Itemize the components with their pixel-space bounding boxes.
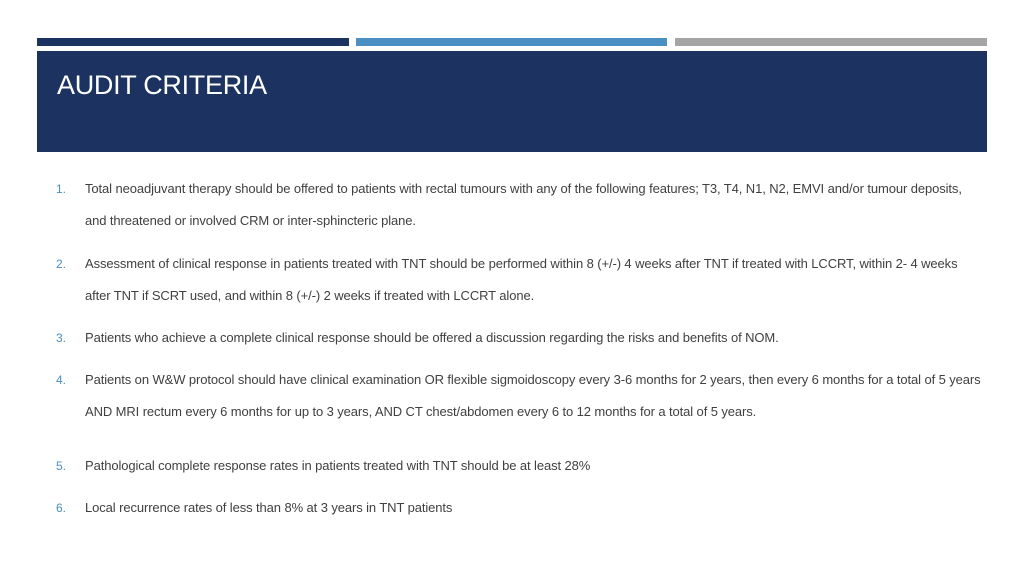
criterion-text: Pathological complete response rates in patients treated with TNT should be at least 28% (85, 458, 591, 473)
criterion-text: Patients who achieve a complete clinical response should be offered a discussion regarding the risks and benefits of NOM. (85, 330, 779, 345)
criterion-number: 4. (56, 373, 67, 387)
criterion-text: Patients on W&W protocol should have clinical examination OR flexible sigmoidoscopy every 3-6 months for 2 years, then every 6 months for a total of 5 years AND MRI rectum every 6 months for up to 3 years, AND CT chest/abdomen every 6 to 12 months for a total of 5 years. (85, 372, 981, 419)
criterion-number: 1. (56, 182, 67, 196)
criterion-number: 3. (56, 331, 67, 345)
criterion-number: 6. (56, 501, 67, 515)
criterion-number: 2. (56, 257, 67, 271)
slide-title: AUDIT CRITERIA (57, 70, 267, 100)
criterion-text: Assessment of clinical response in patients treated with TNT should be performed within 8 (+/-) 4 weeks after TNT if treated with LCCRT, within 2- 4 weeks after TNT if SCRT used, and within 8 (+/-) 2 weeks if treated with LCCRT alone. (85, 256, 958, 303)
criterion-text: Total neoadjuvant therapy should be offered to patients with rectal tumours with any of the following features; T3, T4, N1, N2, EMVI and/or tumour deposits, and threatened or involved CRM or inter-sphincteric plane. (85, 181, 962, 228)
criterion-text: Local recurrence rates of less than 8% at 3 years in TNT patients (85, 500, 453, 515)
criterion-number: 5. (56, 459, 67, 473)
